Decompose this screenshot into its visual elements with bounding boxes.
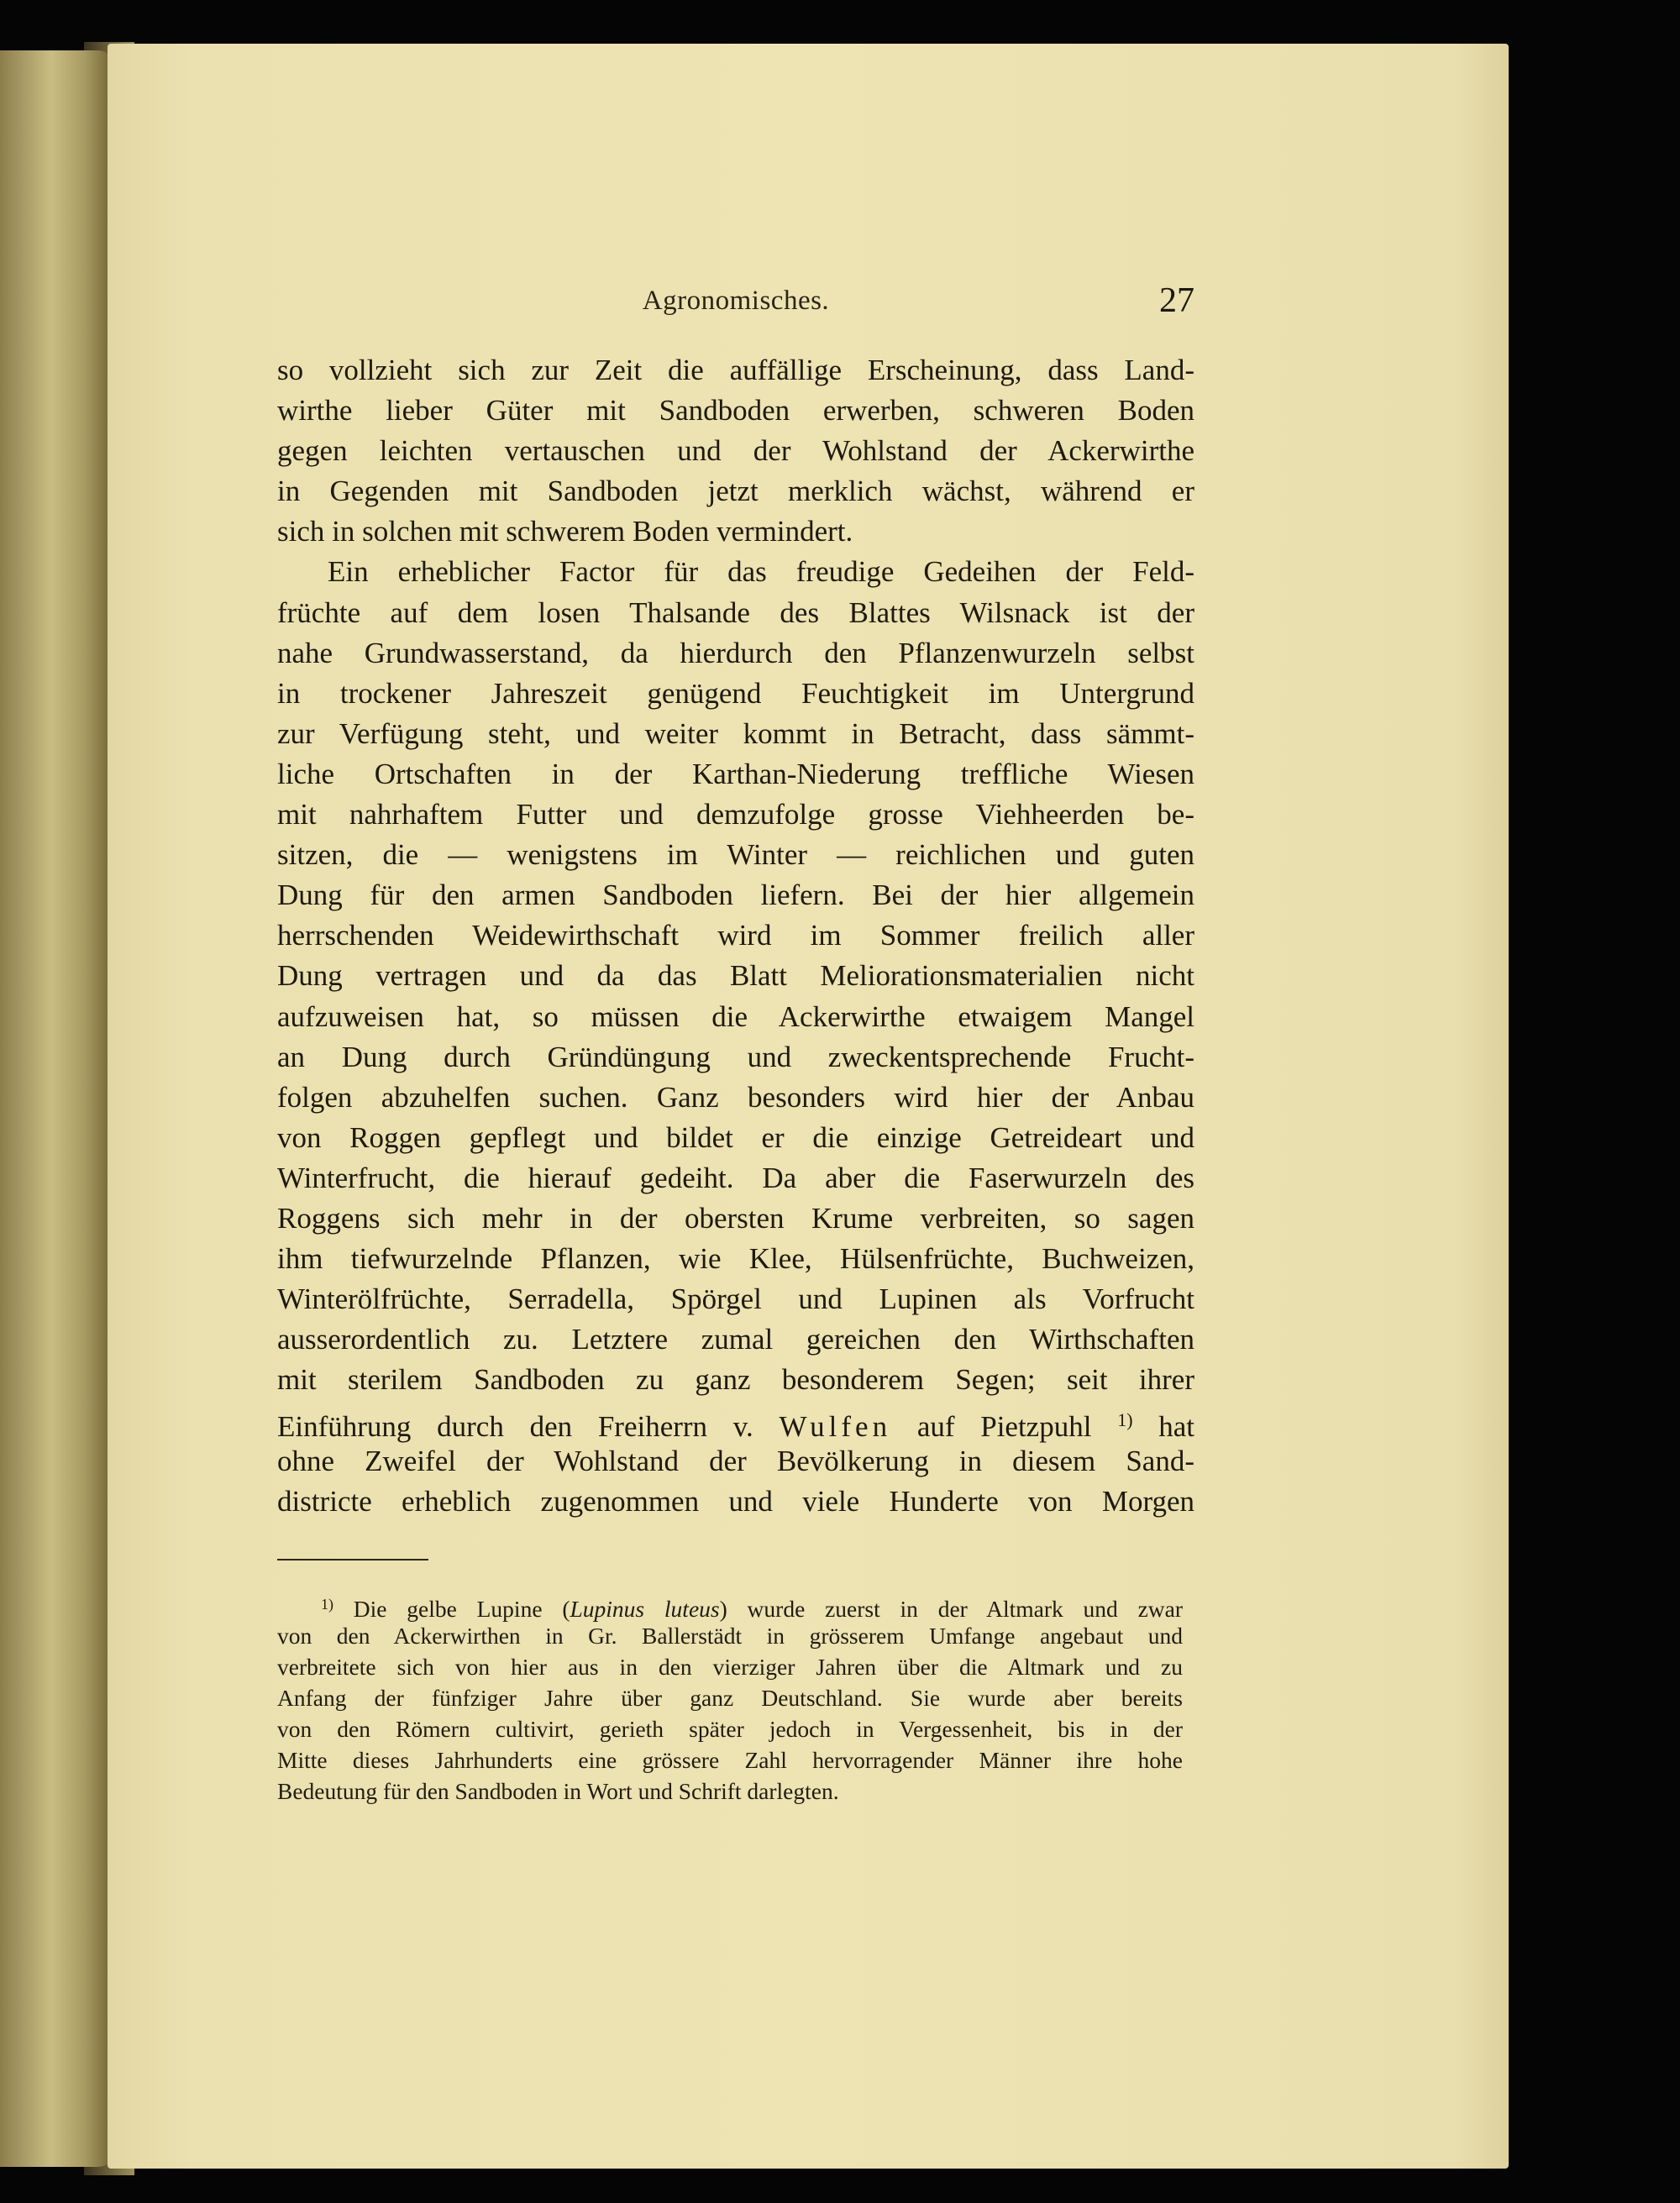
facing-page-edge [0,50,113,2167]
text-line: folgen abzuhelfen suchen. Ganz besonders wird hier der Anbau [277,1080,1194,1114]
text-line: Dung vertragen und da das Blatt Meliorationsmaterialien nicht [277,959,1194,993]
text-line: sitzen, die — wenigstens im Winter — reichlichen und guten [277,838,1194,872]
text-line: an Dung durch Gründüngung und zweckentsprechende Frucht- [277,1040,1194,1073]
text-line: ohne Zweifel der Wohlstand der Bevölkerung in diesem Sand- [277,1444,1194,1477]
footnote-line: verbreitete sich von hier aus in den vierziger Jahren über die Altmark und zu [277,1654,1183,1680]
text-line: in Gegenden mit Sandboden jetzt merklich wächst, während er [277,475,1194,508]
running-head: Agronomisches. [642,286,830,316]
text-line: Dung für den armen Sandboden liefern. Bei der hier allgemein [277,879,1194,912]
footnote-separator [277,1559,428,1560]
page-number: 27 [1159,281,1194,320]
text-line: Winterölfrüchte, Serradella, Spörgel und Lupinen als Vorfrucht [277,1282,1194,1316]
text-line: Roggens sich mehr in der obersten Krume verbreiten, so sagen [277,1201,1194,1235]
text-line: Winterfrucht, die hierauf gedeiht. Da aber die Faserwurzeln des [277,1161,1194,1194]
text-line: Ein erheblicher Factor für das freudige Gedeihen der Feld- [328,555,1194,589]
text-line-with-footnote-ref: Einführung durch den Freiherrn v. Wulfen auf Pietzpuhl $^{1)}$ hat [277,1409,1195,1444]
footnote-line: $^{1)}$ Die gelbe Lupine (Lupinus luteus) wurde zuerst in der Altmark und zwar [321,1596,1184,1622]
footnote-line: von den Ackerwirthen in Gr. Ballerstädt in grösserem Umfange angebaut und [277,1623,1183,1649]
footnote-line: Anfang der fünfziger Jahre über ganz Deutschland. Sie wurde aber bereits [277,1685,1183,1711]
footnote [277,1589,1183,1807]
footnote-reference: 1) [1117,1409,1133,1431]
text-line: in trockener Jahreszeit genügend Feuchtigkeit im Untergrund [277,676,1194,710]
text-line: mit sterilem Sandboden zu ganz besonderem Segen; seit ihrer [277,1363,1194,1397]
text-line: nahe Grundwasserstand, da hierdurch den Pflanzenwurzeln selbst [277,636,1194,669]
text-line: gegen leichten vertauschen und der Wohlstand der Ackerwirthe [277,434,1194,468]
footnote-line: Bedeutung für den Sandboden in Wort und Schrift darlegten. [277,1778,839,1804]
text-line: liche Ortschaften in der Karthan-Niederung treffliche Wiesen [277,757,1194,790]
text-line: so vollzieht sich zur Zeit die auffällige Erscheinung, dass Land- [277,354,1194,386]
text-line: mit nahrhaftem Futter und demzufolge grosse Viehheerden be- [277,798,1194,831]
text-line: ausserordentlich zu. Letztere zumal gereichen den Wirthschaften [277,1323,1194,1356]
footnote-line: Mitte dieses Jahrhunderts eine grössere Zahl hervorragender Männer ihre hohe [277,1747,1183,1773]
latin-name: Lupinus luteus [570,1596,720,1622]
main-text [277,350,1194,1522]
text-line: ihm tiefwurzelnde Pflanzen, wie Klee, Hülsenfrüchte, Buchweizen, [277,1242,1194,1276]
footnote-line: von den Römern cultivirt, gerieth später jedoch in Vergessenheit, bis in der [277,1716,1183,1742]
person-name: Wulfen [779,1410,892,1444]
page-header [277,281,1194,336]
footnote-marker: 1) [321,1596,333,1613]
text-line: sich in solchen mit schwerem Boden vermindert. [277,515,853,548]
text-line: von Roggen gepflegt und bildet er die einzige Getreideart und [277,1120,1194,1154]
text-line: districte erheblich zugenommen und viele Hunderte von Morgen [277,1484,1194,1518]
text-line: aufzuweisen hat, so müssen die Ackerwirthe etwaigem Mangel [277,999,1194,1033]
text-line: früchte auf dem losen Thalsande des Blattes Wilsnack ist der [277,595,1194,629]
text-line: zur Verfügung steht, und weiter kommt in Betracht, dass sämmt- [277,716,1194,750]
text-line: wirthe lieber Güter mit Sandboden erwerben, schweren Boden [277,394,1194,427]
text-line: herrschenden Weidewirthschaft wird im Sommer freilich aller [277,919,1194,952]
